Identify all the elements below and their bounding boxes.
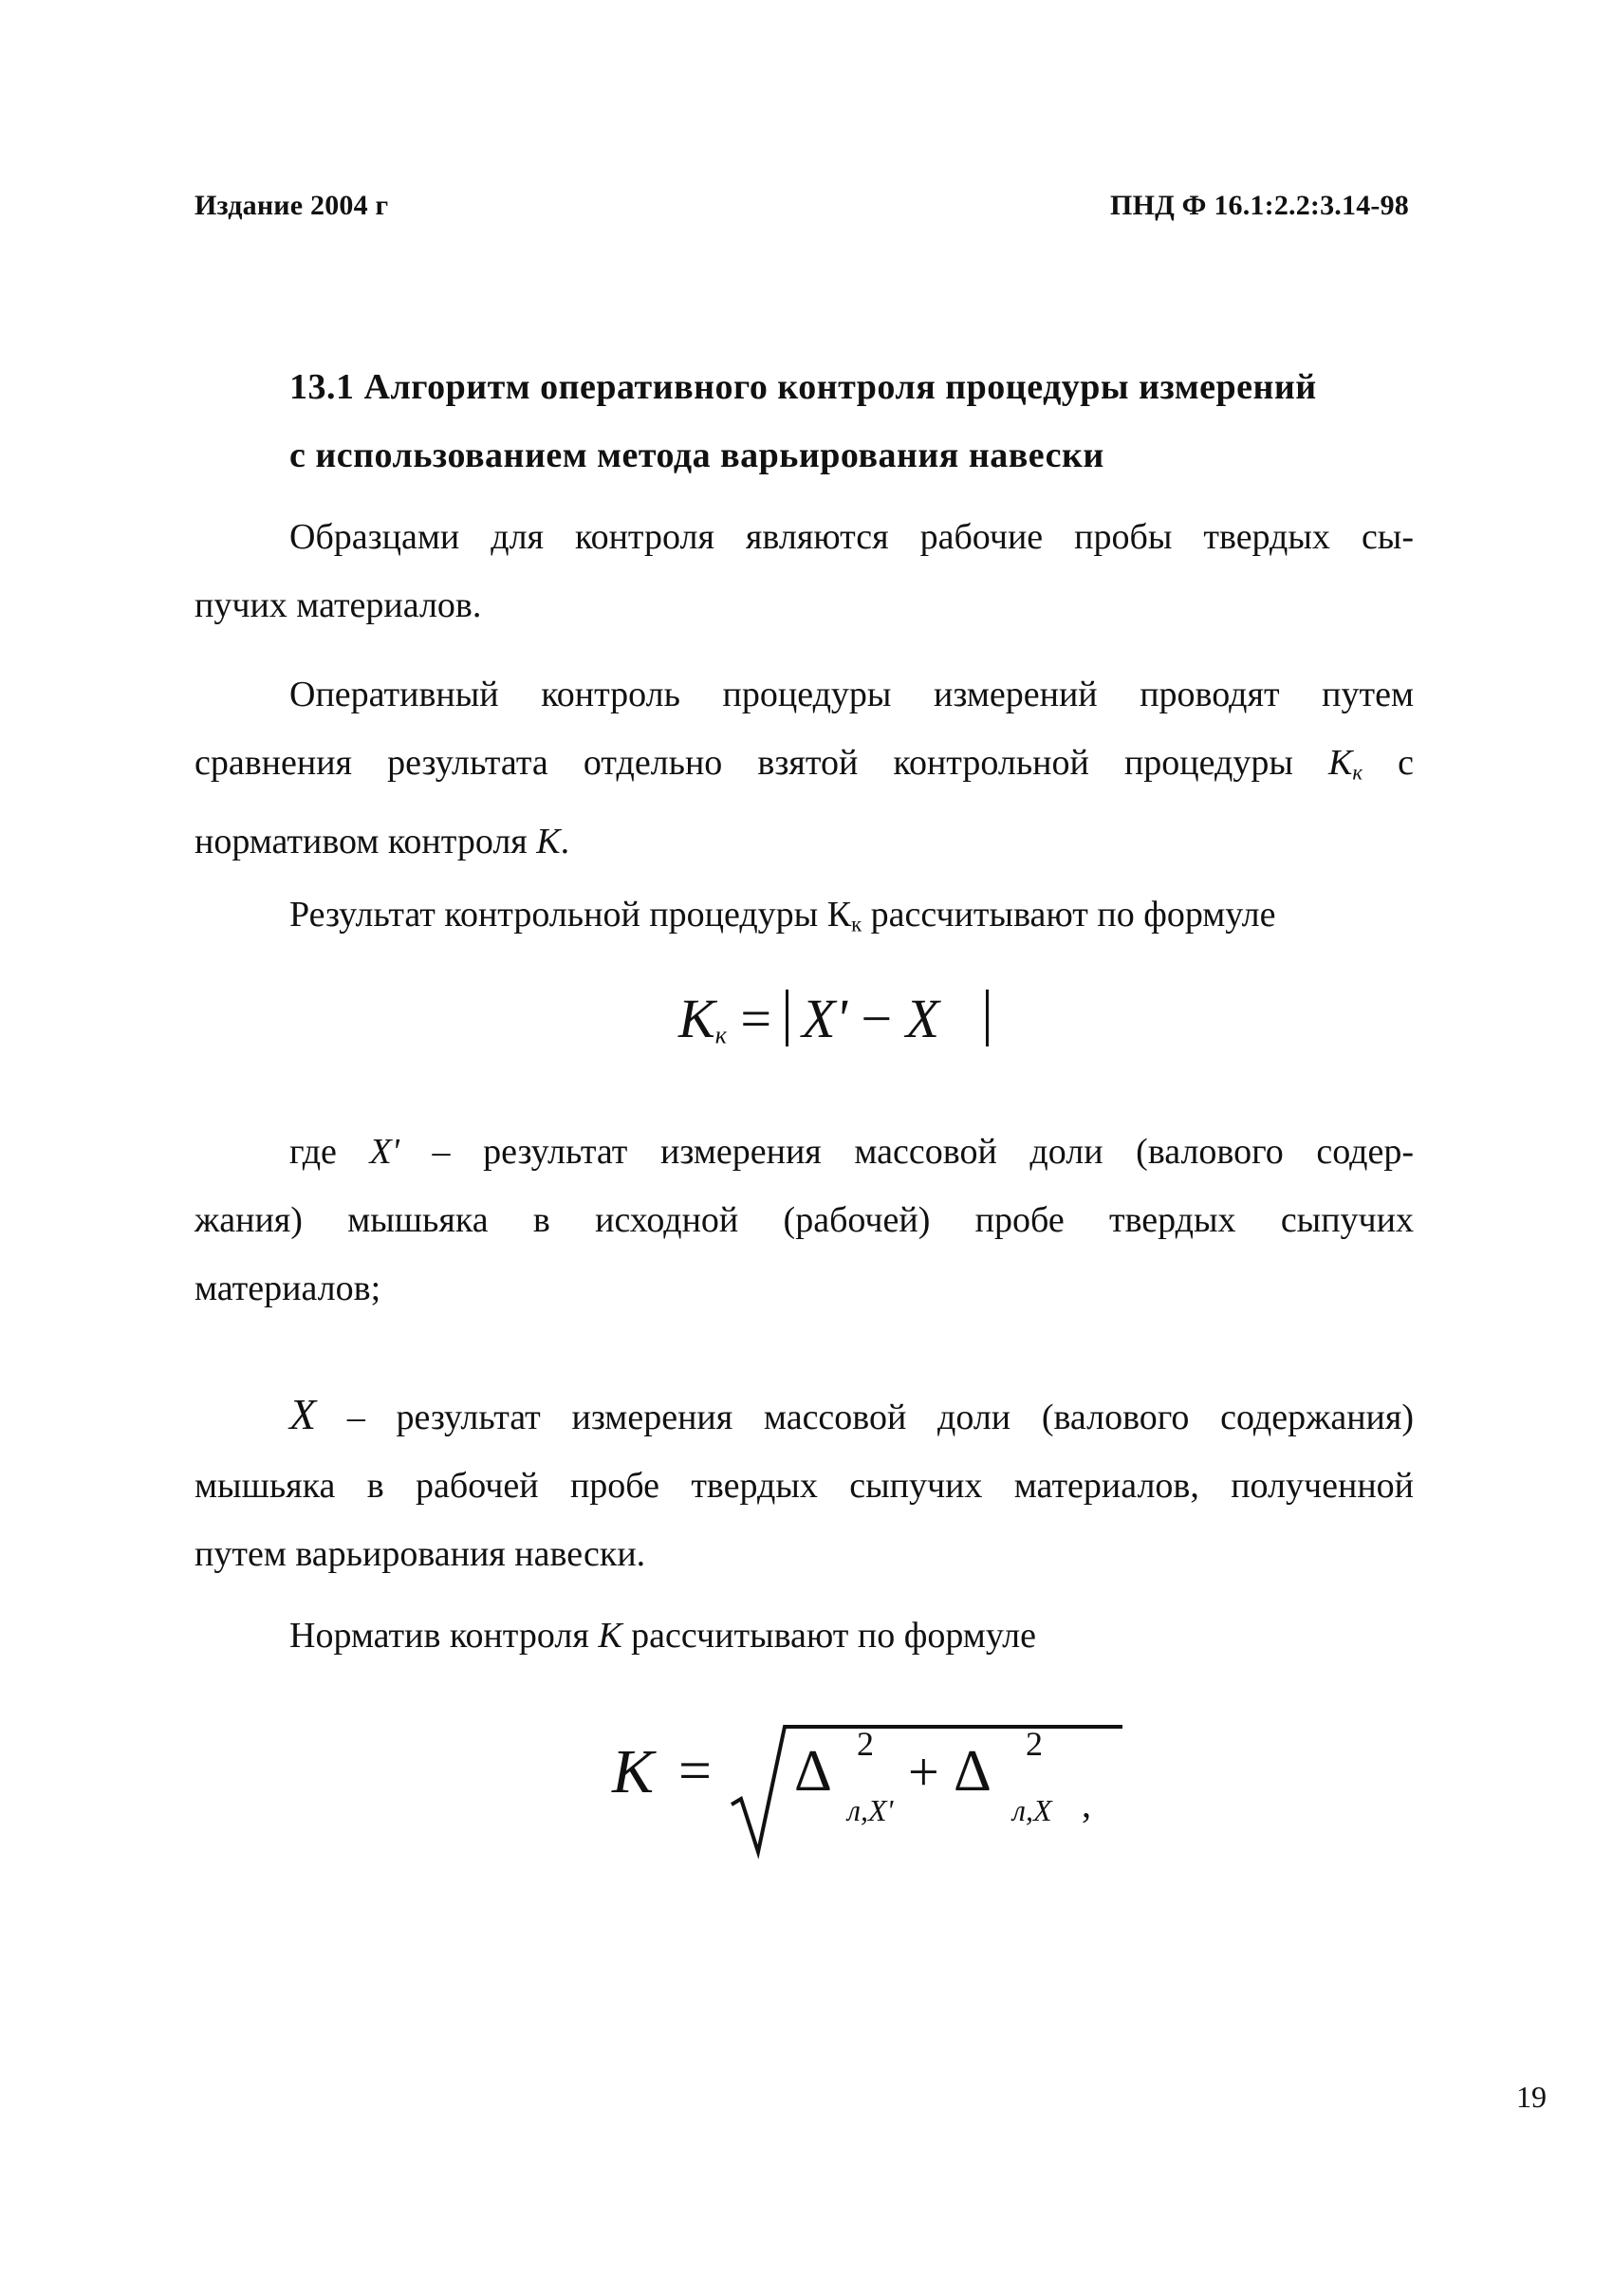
- text-span: рассчитывают по формуле: [870, 895, 1276, 935]
- paragraph-line: Оперативный контроль процедуры измерений проводят путем: [289, 675, 1414, 714]
- symbol-kk: [1328, 743, 1363, 783]
- text-span: Результат контрольной процедуры К: [289, 895, 852, 935]
- formula-minus: −: [861, 988, 893, 1049]
- abs-bar-left: [786, 990, 788, 1046]
- formula-equals: =: [740, 988, 772, 1049]
- formula-sub: л,X': [847, 1793, 894, 1827]
- paragraph-line: мышьяка в рабочей пробе твердых сыпучих материалов, полученной: [195, 1466, 1414, 1506]
- symbol-x: X: [289, 1390, 317, 1438]
- symbol-x-prime: X': [369, 1132, 399, 1172]
- formula-sub: л,X: [1012, 1793, 1052, 1827]
- symbol-subscript: к: [1352, 760, 1363, 785]
- paragraph-x-prime-definition: [195, 1118, 1414, 1323]
- paragraph-result-formula-intro: [289, 880, 1275, 959]
- paragraph-line: [195, 1118, 1414, 1186]
- formula-sup: 2: [857, 1725, 874, 1763]
- section-title: [289, 353, 1414, 490]
- paragraph-samples: [195, 503, 1414, 639]
- formula-lhs: K: [678, 988, 715, 1049]
- page-number: 19: [1516, 2080, 1547, 2114]
- text-span: .: [560, 821, 570, 861]
- symbol-k: K: [536, 821, 561, 861]
- text-span: – результат измерения массовой доли (валового содер-: [432, 1132, 1414, 1172]
- edition-label: Издание 2004 г: [195, 190, 389, 221]
- formula-sup: 2: [1026, 1725, 1043, 1763]
- text-span: нормативом контроля: [195, 821, 528, 861]
- paragraph-line: [195, 1380, 1414, 1452]
- paragraph-line: жания) мышьяка в исходной (рабочей) пробе твердых сыпучих: [195, 1200, 1414, 1240]
- paragraph-line: путем варьирования навески.: [195, 1534, 646, 1574]
- paragraph-norm-formula-intro: [289, 1602, 1036, 1670]
- formula-delta: Δ: [794, 1739, 832, 1804]
- symbol-subscript: к: [851, 912, 862, 936]
- formula-lhs: K: [612, 1737, 655, 1806]
- text-span: рассчитывают по формуле: [631, 1616, 1036, 1656]
- paragraph-line: [195, 807, 1414, 876]
- formula-plus: +: [908, 1741, 939, 1803]
- document-code: ПНД Ф 16.1:2.2:3.14-98: [1110, 190, 1409, 221]
- formula-kk: [678, 987, 989, 1050]
- formula-equals: =: [678, 1739, 712, 1804]
- section-title-line-1: 13.1 Алгоритм оперативного контроля процедуры измерений: [289, 367, 1317, 407]
- paragraph-operative-control: [195, 660, 1414, 876]
- formula-lhs-subscript: к: [714, 1021, 727, 1049]
- paragraph-line: Образцами для контроля являются рабочие пробы твердых сы-: [289, 517, 1414, 557]
- text-span: сравнения результата отдельно взятой контрольной процедуры: [195, 743, 1293, 783]
- formula-delta: Δ: [954, 1739, 992, 1804]
- symbol-k: K: [598, 1616, 622, 1656]
- formula-comma: ,: [1082, 1783, 1091, 1825]
- symbol-k: K: [1327, 743, 1353, 783]
- text-span: Норматив контроля: [289, 1616, 589, 1656]
- formula-x-prime: X': [802, 988, 847, 1049]
- text-span: – результат измерения массовой доли (валового содержания): [346, 1398, 1415, 1437]
- paragraph-x-definition: [195, 1380, 1414, 1588]
- paragraph-line: [195, 729, 1414, 807]
- paragraph-line: пучих материалов.: [195, 585, 482, 625]
- formula-x: X: [905, 988, 940, 1049]
- formula-k-norm: [612, 1717, 1124, 1860]
- paragraph-line: материалов;: [195, 1268, 381, 1308]
- text-span: где: [289, 1132, 337, 1172]
- abs-bar-right: [986, 990, 989, 1046]
- text-span: с: [1398, 743, 1415, 783]
- section-title-line-2: с использованием метода варьирования навески: [289, 435, 1104, 475]
